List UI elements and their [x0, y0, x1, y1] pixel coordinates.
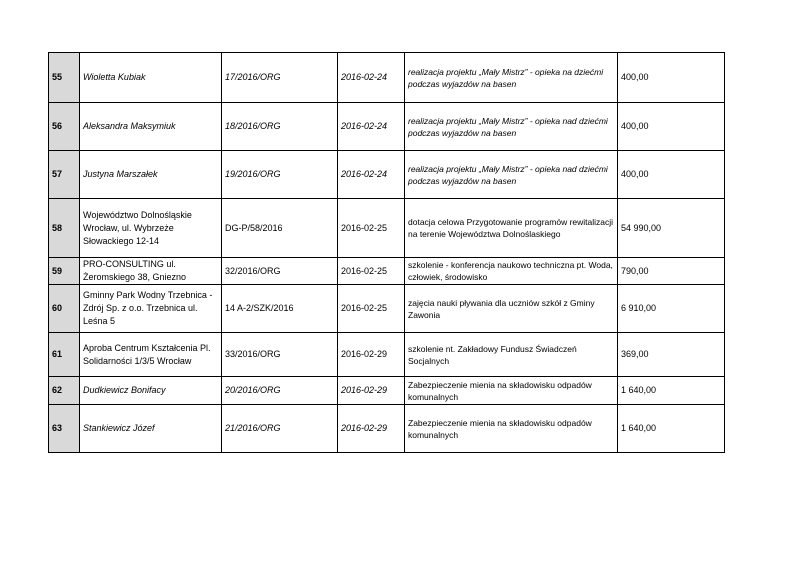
table-row: [49, 199, 725, 258]
table-row: [49, 151, 725, 199]
contract-amount: 369,00: [618, 333, 725, 377]
contract-description: realizacja projektu „Mały Mistrz” - opieka na dziećmi podczas wyjazdów na basen: [405, 53, 618, 103]
contractor-name: Aproba Centrum Kształcenia Pl. Solidarności 1/3/5 Wrocław: [80, 333, 222, 377]
contract-description: Zabezpieczenie mienia na składowisku odpadów komunalnych: [405, 377, 618, 405]
contract-date: 2016-02-29: [338, 405, 405, 453]
contract-number: 33/2016/ORG: [222, 333, 338, 377]
table-row: [49, 377, 725, 405]
contract-amount: 400,00: [618, 53, 725, 103]
table-row: [49, 53, 725, 103]
contract-date: 2016-02-24: [338, 53, 405, 103]
contract-description: szkolenie nt. Zakładowy Fundusz Świadczeń Socjalnych: [405, 333, 618, 377]
contract-number: 20/2016/ORG: [222, 377, 338, 405]
contractor-name: Aleksandra Maksymiuk: [80, 103, 222, 151]
contract-description: realizacja projektu „Mały Mistrz” - opieka nad dziećmi podczas wyjazdów na basen: [405, 151, 618, 199]
contract-number: 21/2016/ORG: [222, 405, 338, 453]
contract-amount: 400,00: [618, 103, 725, 151]
row-number: 60: [49, 285, 80, 333]
contractor-name: Dudkiewicz Bonifacy: [80, 377, 222, 405]
contract-description: zajęcia nauki pływania dla uczniów szkół z Gminy Zawonia: [405, 285, 618, 333]
contract-number: 14 A-2/SZK/2016: [222, 285, 338, 333]
row-number: 59: [49, 258, 80, 285]
row-number: 63: [49, 405, 80, 453]
contractor-name: Wioletta Kubiak: [80, 53, 222, 103]
contract-number: 19/2016/ORG: [222, 151, 338, 199]
table-row: [49, 258, 725, 285]
row-number: 55: [49, 53, 80, 103]
contract-description: Zabezpieczenie mienia na składowisku odpadów komunalnych: [405, 405, 618, 453]
contract-date: 2016-02-29: [338, 333, 405, 377]
row-number: 56: [49, 103, 80, 151]
table-row: [49, 333, 725, 377]
table-row: [49, 285, 725, 333]
row-number: 61: [49, 333, 80, 377]
contract-date: 2016-02-29: [338, 377, 405, 405]
contract-date: 2016-02-25: [338, 258, 405, 285]
contractor-name: PRO-CONSULTING ul. Żeromskiego 38, Gniezno: [80, 258, 222, 285]
row-number: 62: [49, 377, 80, 405]
contract-amount: 400,00: [618, 151, 725, 199]
contract-amount: 54 990,00: [618, 199, 725, 258]
contract-amount: 790,00: [618, 258, 725, 285]
contract-amount: 1 640,00: [618, 377, 725, 405]
row-number: 57: [49, 151, 80, 199]
contract-description: szkolenie - konferencja naukowo techniczna pt. Woda, człowiek, środowisko: [405, 258, 618, 285]
contract-number: 17/2016/ORG: [222, 53, 338, 103]
contractor-name: Województwo Dolnośląskie Wrocław, ul. Wybrzeże Słowackiego 12-14: [80, 199, 222, 258]
contract-description: dotacja celowa Przygotowanie programów rewitalizacji na terenie Województwa Dolnoślaskiego: [405, 199, 618, 258]
table-row: [49, 103, 725, 151]
contractor-name: Gminny Park Wodny Trzebnica - Zdrój Sp. z o.o. Trzebnica ul. Leśna 5: [80, 285, 222, 333]
contract-number: 32/2016/ORG: [222, 258, 338, 285]
table-body: [49, 53, 725, 453]
contract-date: 2016-02-24: [338, 151, 405, 199]
contract-date: 2016-02-25: [338, 199, 405, 258]
contract-description: realizacja projektu „Mały Mistrz” - opieka nad dziećmi podczas wyjazdów na basen: [405, 103, 618, 151]
contract-number: 18/2016/ORG: [222, 103, 338, 151]
contracts-table: [48, 52, 725, 453]
contract-amount: 1 640,00: [618, 405, 725, 453]
contract-date: 2016-02-24: [338, 103, 405, 151]
contract-number: DG-P/58/2016: [222, 199, 338, 258]
contractor-name: Stankiewicz Józef: [80, 405, 222, 453]
table-row: [49, 405, 725, 453]
contractor-name: Justyna Marszałek: [80, 151, 222, 199]
contract-date: 2016-02-25: [338, 285, 405, 333]
contract-amount: 6 910,00: [618, 285, 725, 333]
row-number: 58: [49, 199, 80, 258]
